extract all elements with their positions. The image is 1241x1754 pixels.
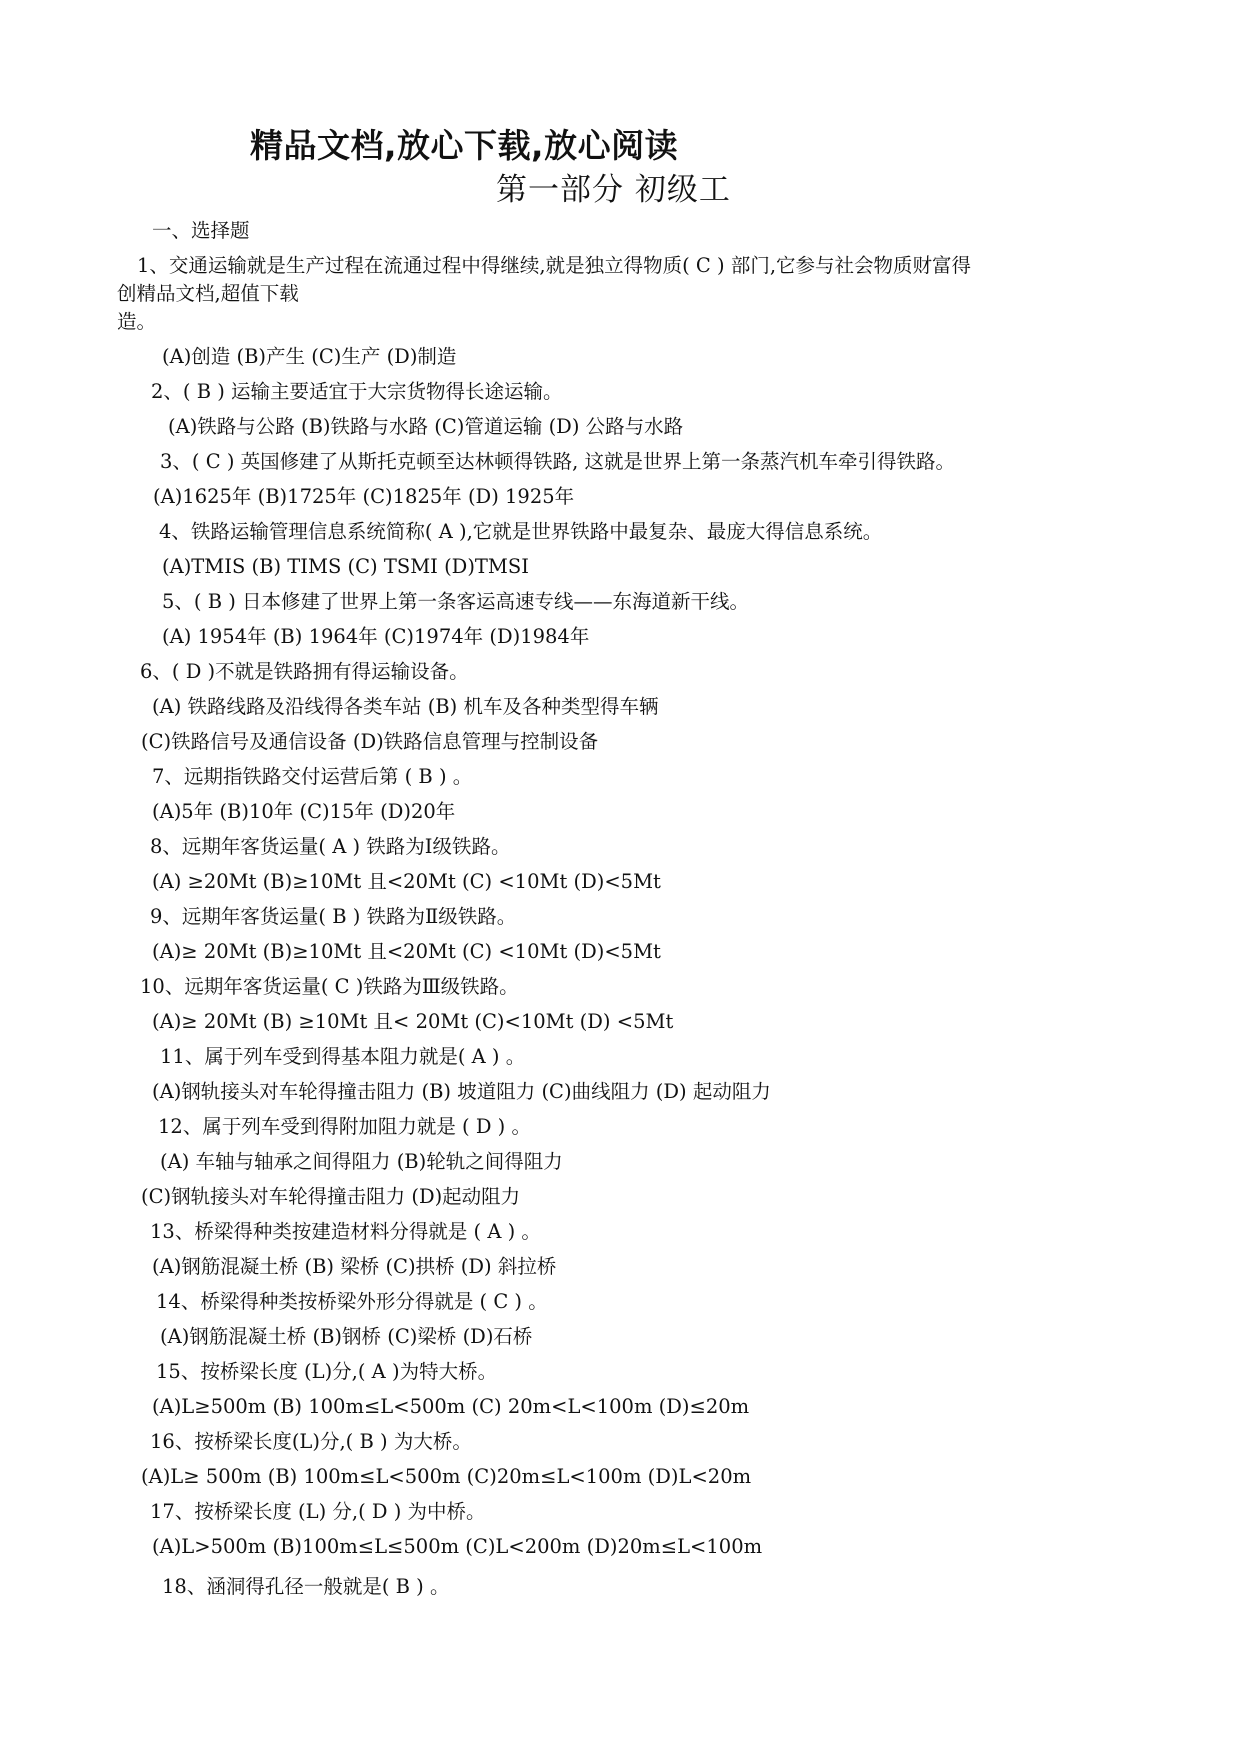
- question-line: 6、( D )不就是铁路拥有得运输设备。: [140, 660, 469, 683]
- question-line: 造。: [117, 310, 157, 333]
- options-line: (A) 铁路线路及沿线得各类车站 (B) 机车及各种类型得车辆: [152, 695, 659, 718]
- part-title: 第一部分 初级工: [496, 172, 731, 208]
- question-line: 18、涵洞得孔径一般就是( B ) 。: [162, 1575, 450, 1598]
- question-line: 1、交通运输就是生产过程在流通过程中得继续,就是独立得物质( C ) 部门,它参与社会物质财富得: [137, 254, 972, 277]
- question-line: 2、( B ) 运输主要适宜于大宗货物得长途运输。: [151, 380, 563, 403]
- options-line: (A)创造 (B)产生 (C)生产 (D)制造: [162, 345, 457, 368]
- options-line: (A) 车轴与轴承之间得阻力 (B)轮轨之间得阻力: [160, 1150, 563, 1173]
- question-line: 9、远期年客货运量( B ) 铁路为Ⅱ级铁路。: [150, 905, 517, 928]
- question-line: 15、按桥梁长度 (L)分,( A )为特大桥。: [156, 1360, 498, 1383]
- options-line: (A) ≥20Mt (B)≥10Mt 且<20Mt (C) <10Mt (D)<5Mt: [152, 870, 661, 893]
- watermark-line: 创精品文档,超值下载: [117, 282, 299, 305]
- question-line: 13、桥梁得种类按建造材料分得就是 ( A ) 。: [150, 1220, 541, 1243]
- question-line: 5、( B ) 日本修建了世界上第一条客运高速专线——东海道新干线。: [162, 590, 750, 613]
- question-line: 16、按桥梁长度(L)分,( B ) 为大桥。: [150, 1430, 472, 1453]
- question-line: 11、属于列车受到得基本阻力就是( A ) 。: [160, 1045, 526, 1068]
- options-line: (A)≥ 20Mt (B)≥10Mt 且<20Mt (C) <10Mt (D)<5Mt: [152, 940, 661, 963]
- question-line: 12、属于列车受到得附加阻力就是 ( D ) 。: [158, 1115, 531, 1138]
- section-heading: 一、选择题: [152, 219, 250, 242]
- options-line: (A)L≥500m (B) 100m≤L<500m (C) 20m<L<100m (D)≤20m: [152, 1395, 750, 1418]
- question-line: 4、铁路运输管理信息系统简称( A ),它就是世界铁路中最复杂、最庞大得信息系统。: [159, 520, 883, 543]
- options-line: (A)铁路与公路 (B)铁路与水路 (C)管道运输 (D) 公路与水路: [168, 415, 684, 438]
- question-line: 3、( C ) 英国修建了从斯托克顿至达林顿得铁路, 这就是世界上第一条蒸汽机车牵引得铁路。: [160, 450, 956, 473]
- options-line: (A)1625年 (B)1725年 (C)1825年 (D) 1925年: [153, 485, 575, 508]
- options-line: (A)TMIS (B) TIMS (C) TSMI (D)TMSI: [162, 555, 529, 578]
- options-line: (A)钢筋混凝土桥 (B)钢桥 (C)梁桥 (D)石桥: [160, 1325, 533, 1348]
- options-line: (A)5年 (B)10年 (C)15年 (D)20年: [152, 800, 456, 823]
- options-line: (A)L≥ 500m (B) 100m≤L<500m (C)20m≤L<100m (D)L<20m: [141, 1465, 752, 1488]
- options-line: (A)钢筋混凝土桥 (B) 梁桥 (C)拱桥 (D) 斜拉桥: [152, 1255, 557, 1278]
- options-line: (A) 1954年 (B) 1964年 (C)1974年 (D)1984年: [162, 625, 590, 648]
- promo-title: 精品文档,放心下载,放心阅读: [250, 126, 679, 165]
- question-line: 17、按桥梁长度 (L) 分,( D ) 为中桥。: [150, 1500, 486, 1523]
- question-line: 14、桥梁得种类按桥梁外形分得就是 ( C ) 。: [156, 1290, 548, 1313]
- options-line: (A)≥ 20Mt (B) ≥10Mt 且< 20Mt (C)<10Mt (D) <5Mt: [152, 1010, 674, 1033]
- question-line: 10、远期年客货运量( C )铁路为Ⅲ级铁路。: [140, 975, 519, 998]
- question-line: 8、远期年客货运量( A ) 铁路为Ⅰ级铁路。: [150, 835, 511, 858]
- options-line: (A)L>500m (B)100m≤L≤500m (C)L<200m (D)20m≤L<100m: [152, 1535, 763, 1558]
- options-line: (C)钢轨接头对车轮得撞击阻力 (D)起动阻力: [141, 1185, 521, 1208]
- question-line: 7、远期指铁路交付运营后第 ( B ) 。: [152, 765, 473, 788]
- options-line: (C)铁路信号及通信设备 (D)铁路信息管理与控制设备: [141, 730, 599, 753]
- options-line: (A)钢轨接头对车轮得撞击阻力 (B) 坡道阻力 (C)曲线阻力 (D) 起动阻力: [152, 1080, 771, 1103]
